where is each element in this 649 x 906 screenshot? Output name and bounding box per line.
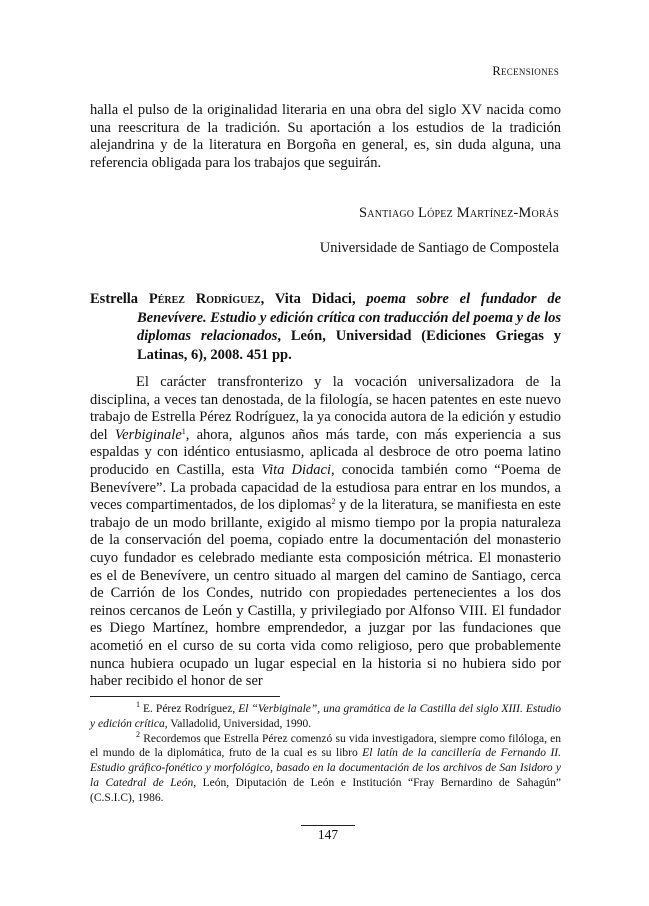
reviewer-affiliation: Universidade de Santiago de Compostela xyxy=(319,240,559,256)
review-text-s2: , ahora, algunos años más tarde, con más experiencia a sus espaldas y con idéntico entusiasmo, aplicada al desbroce de otro poema latino producido en Castilla, esta xyxy=(90,426,561,478)
footnote-2-text-a: Recordemos que Estrella Pérez comenzó su vida investigadora, siempre como filóloga, en el mundo de la diplomática, fruto de la cual es su libro xyxy=(90,732,561,760)
footnote-2 xyxy=(90,729,562,806)
review-text-s1: El carácter transfronterizo y la vocación universalizadora de la disciplina, a veces tan denostada, de la filología, se hacen patentes en este nuevo trabajo de Estrella Pérez Rodríguez, la ya conocida autora de la edición y estudio del xyxy=(90,374,561,443)
previous-review-closing-paragraph: halla el pulso de la originalidad literaria en una obra del siglo XV nacida como una reescritura de la tradición. Su aportación a los estudios de la tradición alejandrina y de la literatura en Borgoña en general, es, sin duda alguna, una referencia obligada para los trabajos que seguirán. xyxy=(90,102,561,171)
bibliographic-entry xyxy=(90,290,561,364)
footnote-1 xyxy=(90,702,561,732)
review-text-s3: , conocida también como “Poema de Benevívere”. La probada capacidad de la estudiosa para entrar en los mundos, a veces compartimentados, de los diplomas xyxy=(90,461,561,514)
review-body-paragraph xyxy=(90,374,561,691)
review-text-s4: y de la literatura, se manifiesta en este trabajo de un modo brillante, exigido al mismo tiempo por la propia naturaleza de la conservación del poema, copiado entre la documentación del monasterio cuyo fundador es celebrado mediante esta composición métrica. El monasterio es el de Benevívere, un centro situado al margen del camino de Santiago, cerca de Carrión de los Condes, nutrido con propiedades pertenecientes a los dos reinos cercanos de León y Castilla, y privilegiado por Alfonso VIII. El fundador es Diego Martínez, hombre emprendedor, a juzgar por las fundaciones que acometió en el curso de su corta vida como religioso, pero que probablemente nunca hubiera ocupado un lugar especial en la historia si no hubiera sido por haber recibido el honor de ser xyxy=(90,497,561,690)
reviewer-name: Santiago López Martínez-Morás xyxy=(359,205,559,221)
review-italic-vita-didaci: Vita Didaci xyxy=(261,461,332,478)
page-number: 147 xyxy=(317,827,339,842)
footnote-ref-2[interactable]: 2 xyxy=(331,497,336,507)
running-header: Recensiones xyxy=(492,64,559,78)
footnote-2-text-c: , León, Diputación de León e Institución “Fray Bernardino de Sahagún” (C.S.I.C), 1986. xyxy=(90,776,562,804)
footnotes xyxy=(90,702,561,806)
entry-publication: , León, Universidad (Ediciones Griegas y Latinas, 6), 2008. 451 pp. xyxy=(137,328,561,363)
review-italic-verbiginale: Verbiginale xyxy=(114,426,182,443)
footnote-2-title: El latín de la cancillería de Fernando II. Estudio gráfico-fonético y morfológico, basado en la documentación de los archivos de San Isidoro y la Catedral de León xyxy=(90,747,561,789)
entry-author-first: Estrella xyxy=(90,291,139,307)
footnote-1-title: El “Verbiginale”, una gramática de la Castilla del siglo XIII. Estudio y edición crítica xyxy=(90,703,561,730)
page-number-rule xyxy=(301,825,355,826)
footnote-1-mark: 1 xyxy=(136,700,140,709)
footnote-2-mark: 2 xyxy=(136,729,140,739)
entry-title-italic: poema sobre el fundador de Benevívere. Estudio y edición crítica con traducción del poema y de los diplomas relacionados xyxy=(137,291,561,345)
footnote-1-text-c: , Valladolid, Universidad, 1990. xyxy=(164,717,312,730)
footnote-ref-1[interactable]: 1 xyxy=(181,426,186,436)
entry-author-last: Pérez Rodríguez xyxy=(148,291,261,307)
footnote-divider xyxy=(90,696,280,697)
entry-title-plain: , Vita Didaci, xyxy=(260,291,367,307)
footnote-1-text-a: E. Pérez Rodríguez, xyxy=(140,703,239,715)
